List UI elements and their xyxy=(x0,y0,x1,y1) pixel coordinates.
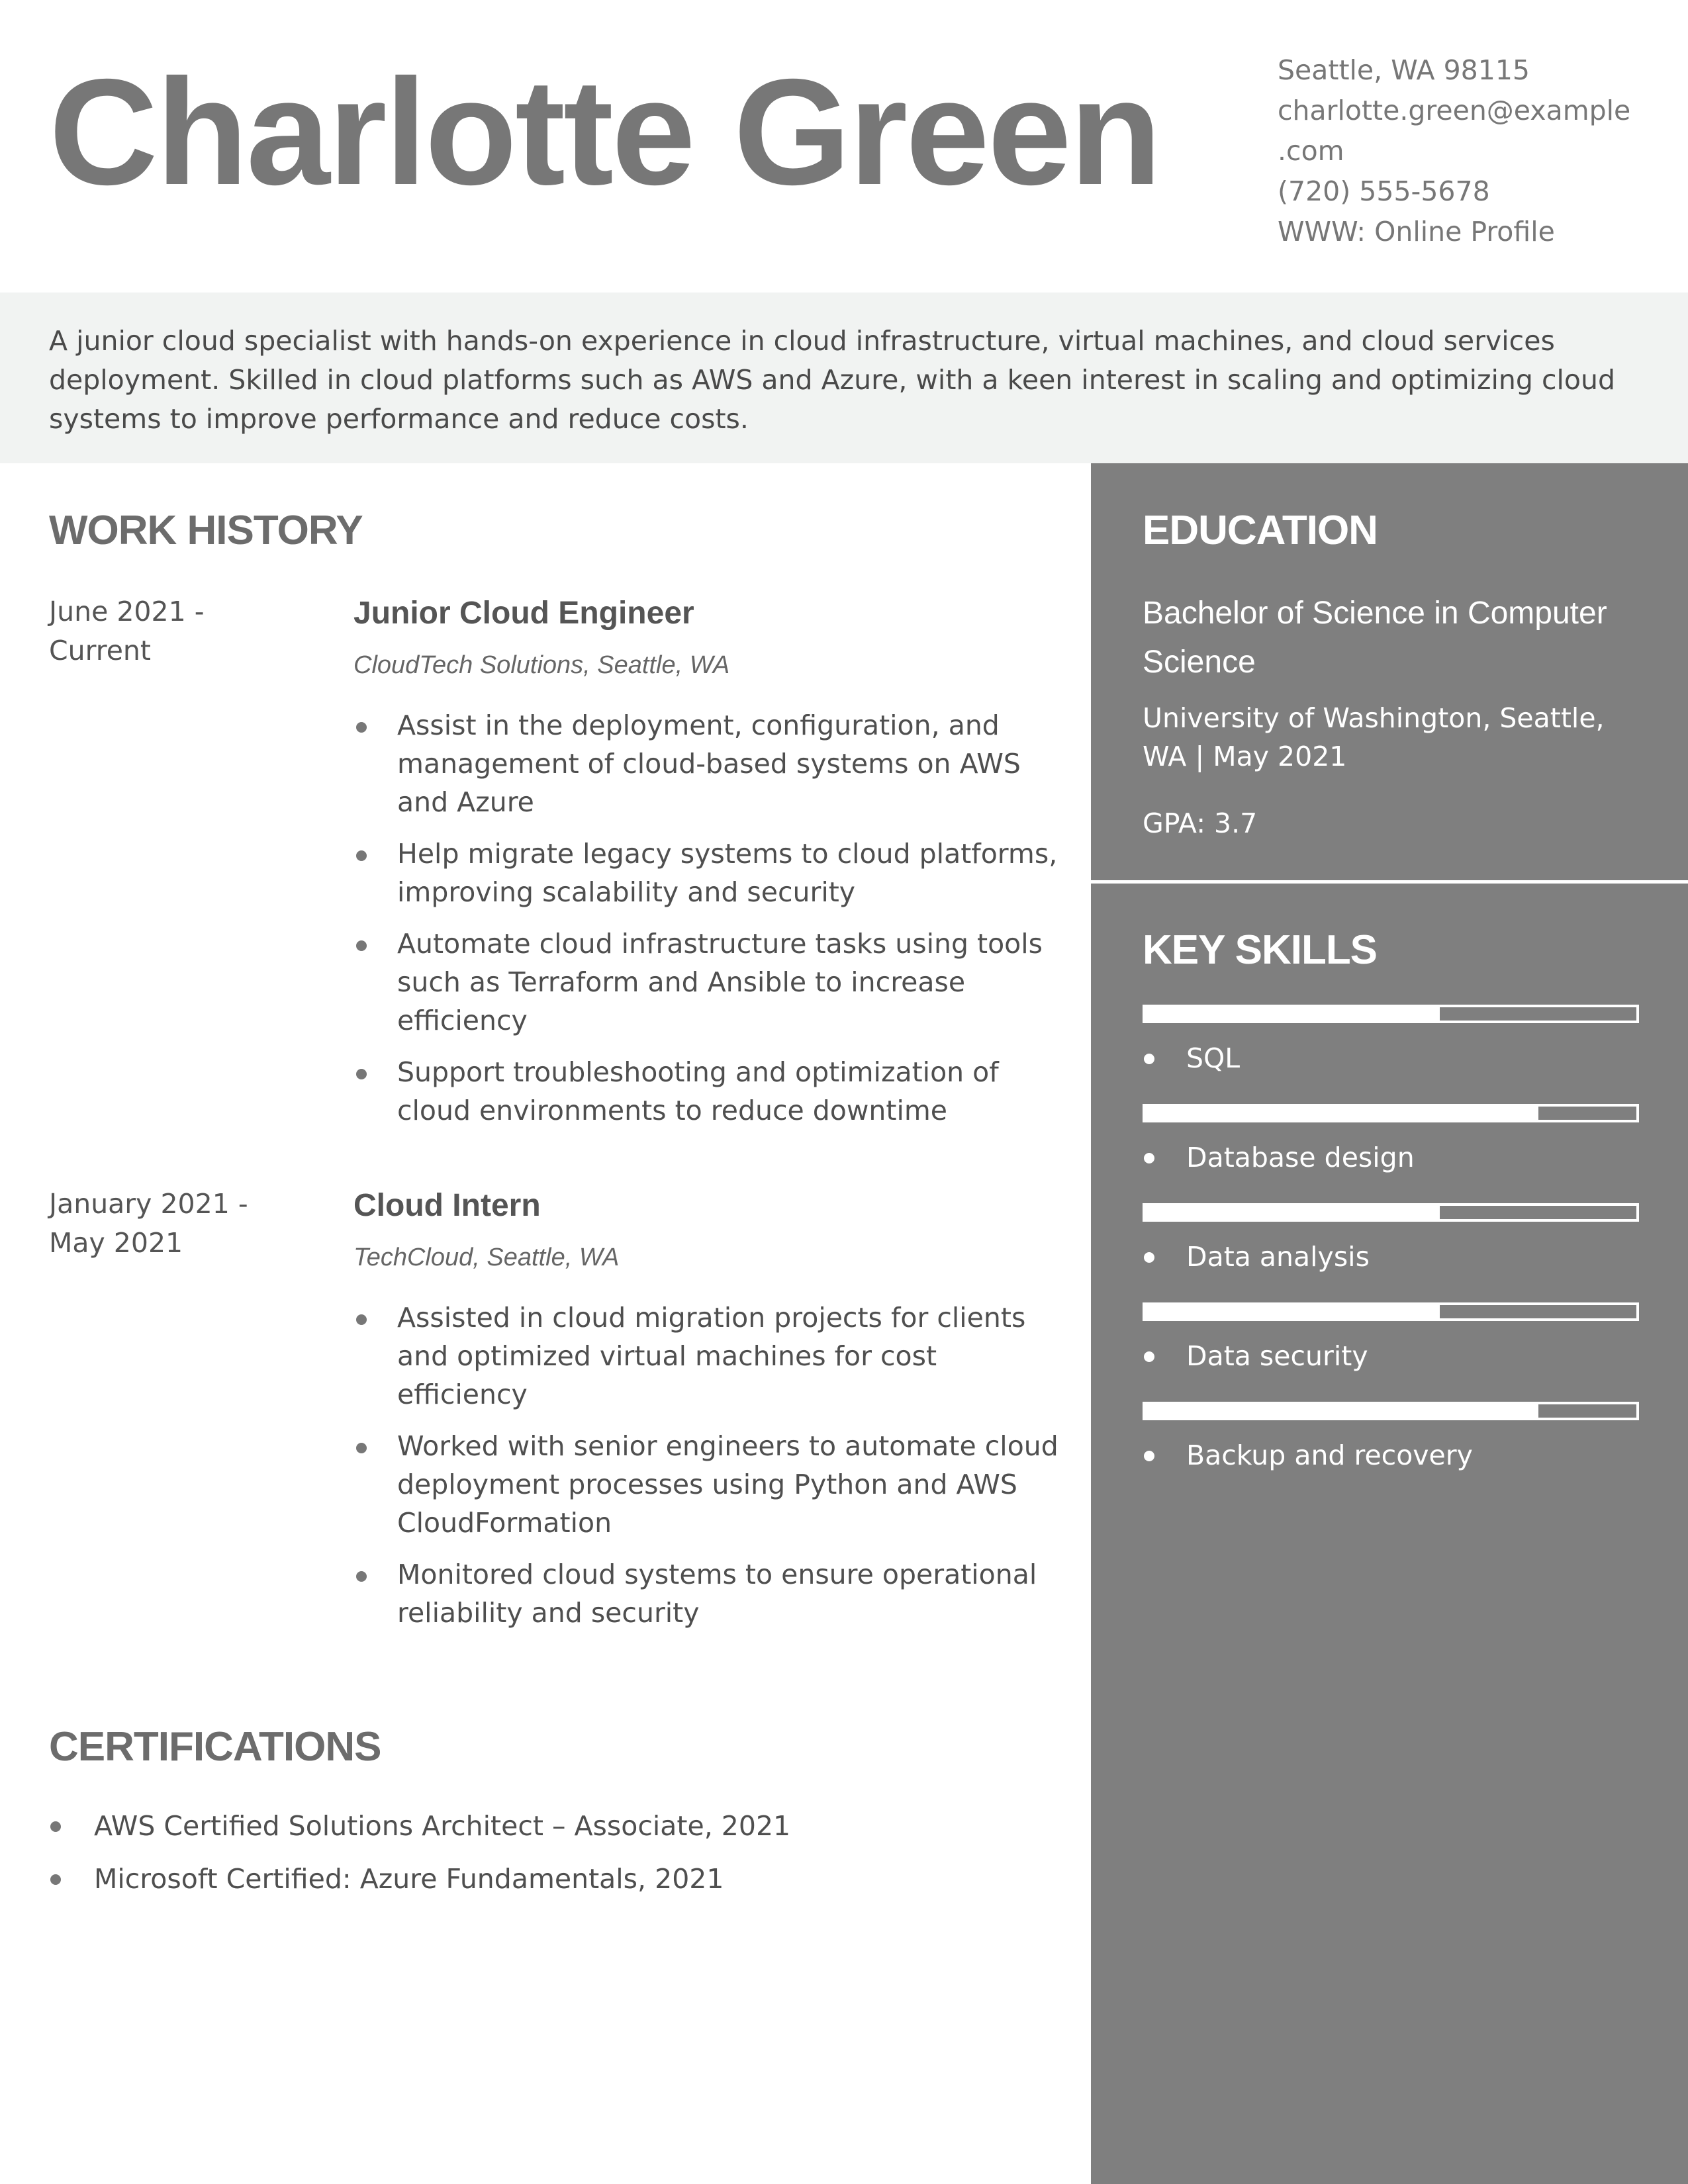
skills-list xyxy=(1143,1005,1639,1501)
skill-level-bar xyxy=(1143,1104,1639,1122)
certification-list xyxy=(49,1807,790,1913)
job-bullet-list xyxy=(353,706,1102,1130)
job-bullet: Support troubleshooting and optimization of cloud environments to reduce downtime xyxy=(353,1053,1059,1130)
job-entry xyxy=(49,1185,1058,1661)
job-bullet-list xyxy=(353,1298,1102,1632)
sidebar-divider xyxy=(1091,880,1688,884)
job-bullet: Assist in the deployment, configuration, and management of cloud-based systems on AWS and Azure xyxy=(353,706,1059,821)
job-details xyxy=(353,592,1102,1143)
certification-item: Microsoft Certified: Azure Fundamentals, 2021 xyxy=(49,1860,790,1898)
job-bullet: Assisted in cloud migration projects for clients and optimized virtual machines for cost efficiency xyxy=(353,1298,1059,1414)
job-entry xyxy=(49,592,1058,1155)
skill-item xyxy=(1143,1203,1639,1302)
skill-level-bar xyxy=(1143,1005,1639,1023)
skill-level-fill xyxy=(1145,1206,1440,1219)
job-bullet: Help migrate legacy systems to cloud platforms, improving scalability and security xyxy=(353,835,1059,911)
skill-level-fill xyxy=(1145,1107,1538,1120)
job-details xyxy=(353,1185,1102,1645)
school-info: University of Washington, Seattle, WA | May 2021 xyxy=(1143,702,1605,772)
skill-level-fill xyxy=(1145,1305,1440,1318)
job-company: CloudTech Solutions, Seattle, WA xyxy=(353,651,730,679)
contact-email[interactable]: charlotte.green@example xyxy=(1278,95,1631,126)
job-company: TechCloud, Seattle, WA xyxy=(353,1244,620,1271)
skill-label: Data security xyxy=(1143,1337,1368,1375)
job-bullet: Worked with senior engineers to automate cloud deployment processes using Python and AWS CloudFormation xyxy=(353,1427,1059,1542)
skill-level-bar xyxy=(1143,1203,1639,1222)
candidate-name: Charlotte Green xyxy=(49,48,1160,216)
key-skills-heading: KEY SKILLS xyxy=(1143,927,1378,973)
job-dates: June 2021 - Current xyxy=(49,596,205,666)
work-history-heading: WORK HISTORY xyxy=(49,508,363,553)
job-title: Junior Cloud Engineer xyxy=(353,596,694,631)
gpa: GPA: 3.7 xyxy=(1143,807,1258,839)
summary-section xyxy=(0,293,1688,463)
skill-item xyxy=(1143,1104,1639,1203)
certifications-heading: CERTIFICATIONS xyxy=(49,1724,381,1770)
skill-item xyxy=(1143,1302,1639,1402)
job-bullet: Monitored cloud systems to ensure operational reliability and security xyxy=(353,1555,1059,1632)
skill-level-bar xyxy=(1143,1402,1639,1420)
summary-text: A junior cloud specialist with hands-on experience in cloud infrastructure, virtual machines, and cloud services deployment. Skilled in cloud platforms such as AWS and Azure, with a keen interest in scaling and optimizing cloud systems to improve performance and reduce costs. xyxy=(49,325,1615,435)
skill-label: Database design xyxy=(1143,1138,1415,1177)
contact-phone: (720) 555-5678 xyxy=(1278,175,1490,207)
skill-label: SQL xyxy=(1143,1039,1240,1077)
job-bullet: Automate cloud infrastructure tasks using tools such as Terraform and Ansible to increase efficiency xyxy=(353,925,1059,1040)
resume-header xyxy=(0,0,1688,293)
certification-item: AWS Certified Solutions Architect – Associate, 2021 xyxy=(49,1807,790,1845)
contact-address: Seattle, WA 98115 xyxy=(1278,54,1530,86)
job-title: Cloud Intern xyxy=(353,1188,541,1223)
contact-website-link[interactable]: WWW: Online Profile xyxy=(1278,216,1555,248)
job-dates: January 2021 - May 2021 xyxy=(49,1188,248,1259)
skill-label: Backup and recovery xyxy=(1143,1436,1473,1475)
skill-item xyxy=(1143,1402,1639,1501)
skill-level-bar xyxy=(1143,1302,1639,1321)
skill-level-fill xyxy=(1145,1404,1538,1418)
contact-email-continued[interactable]: .com xyxy=(1278,135,1344,167)
skill-level-fill xyxy=(1145,1007,1440,1021)
contact-info xyxy=(1278,50,1648,252)
degree-title: Bachelor of Science in Computer Science xyxy=(1143,596,1607,680)
education-heading: EDUCATION xyxy=(1143,508,1378,553)
skill-label: Data analysis xyxy=(1143,1238,1370,1276)
skill-item xyxy=(1143,1005,1639,1104)
